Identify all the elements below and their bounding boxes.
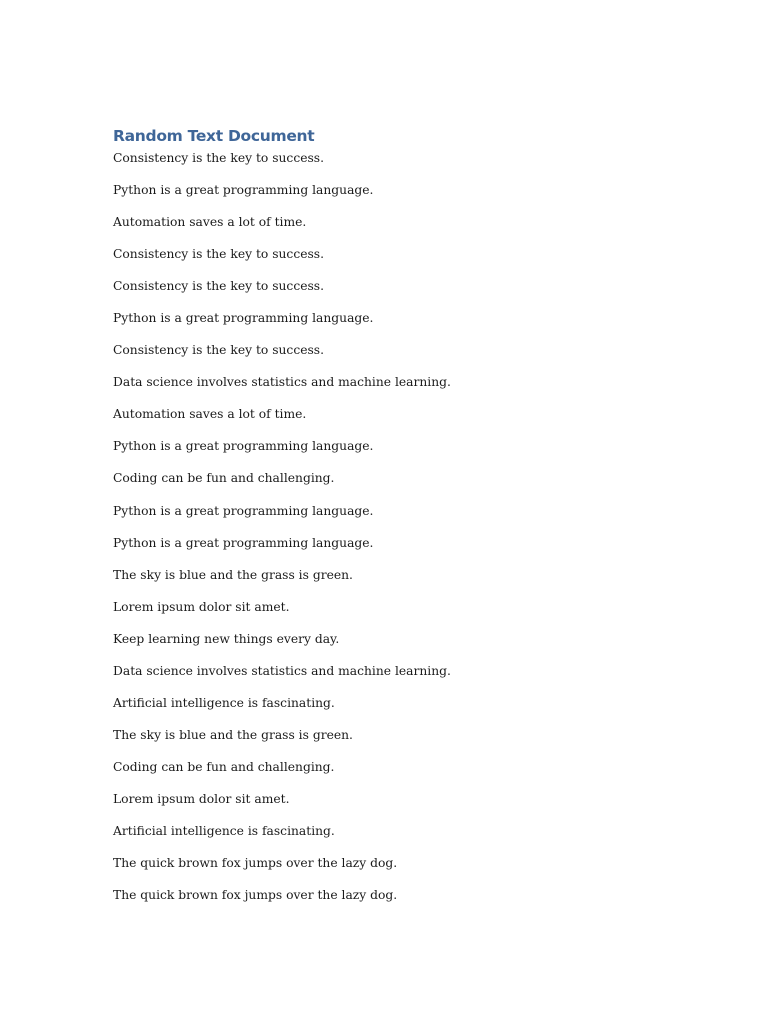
paragraph: Data science involves statistics and machine learning. [113, 663, 451, 678]
paragraph: Consistency is the key to success. [113, 151, 325, 165]
paragraph: Python is a great programming language. [113, 311, 374, 326]
paragraph: Coding can be fun and challenging. [113, 759, 335, 774]
document-title: Random Text Document [113, 127, 315, 145]
paragraph: Python is a great programming language. [113, 535, 374, 550]
paragraph: Python is a great programming language. [113, 183, 374, 198]
paragraph: Data science involves statistics and machine learning. [113, 375, 451, 390]
document-body [113, 124, 673, 917]
paragraph: Artificial intelligence is fascinating. [113, 823, 335, 838]
paragraph: The sky is blue and the grass is green. [113, 727, 353, 742]
paragraph: Automation saves a lot of time. [113, 215, 307, 230]
paragraph-list [113, 148, 673, 917]
paragraph: Consistency is the key to success. [113, 247, 325, 262]
paragraph: Automation saves a lot of time. [113, 407, 307, 422]
paragraph: Python is a great programming language. [113, 439, 374, 454]
paragraph: Consistency is the key to success. [113, 343, 325, 358]
paragraph: The quick brown fox jumps over the lazy dog. [113, 888, 398, 903]
paragraph: The quick brown fox jumps over the lazy dog. [113, 856, 398, 871]
paragraph: The sky is blue and the grass is green. [113, 567, 353, 582]
paragraph: Python is a great programming language. [113, 503, 374, 518]
paragraph: Coding can be fun and challenging. [113, 471, 335, 486]
paragraph: Lorem ipsum dolor sit amet. [113, 599, 290, 614]
paragraph: Consistency is the key to success. [113, 279, 325, 294]
paragraph: Lorem ipsum dolor sit amet. [113, 791, 290, 806]
paragraph: Artificial intelligence is fascinating. [113, 695, 335, 710]
paragraph: Keep learning new things every day. [113, 631, 340, 646]
